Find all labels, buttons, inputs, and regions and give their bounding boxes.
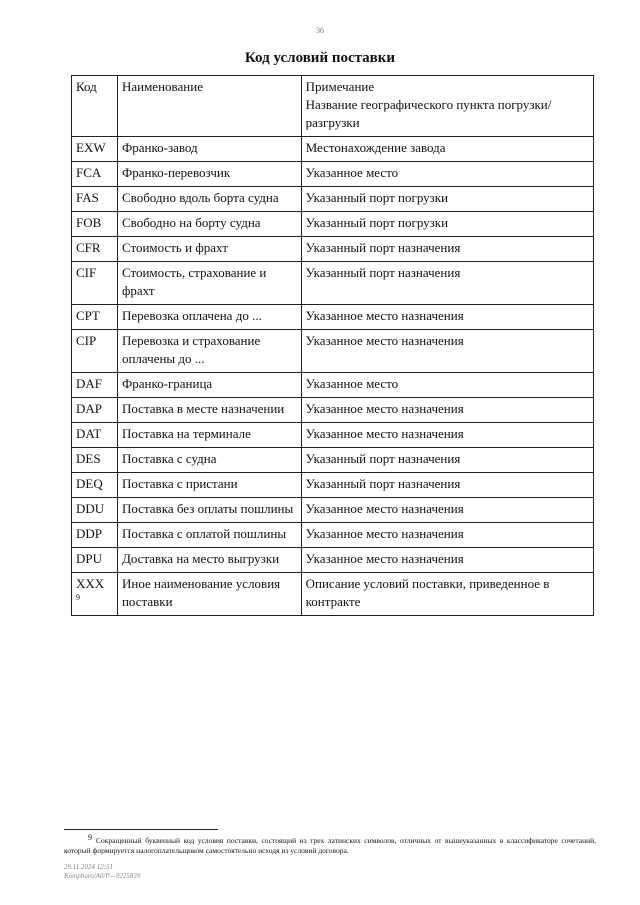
table-row [72, 162, 594, 187]
header-name: Наименование [117, 76, 301, 137]
table-row [72, 523, 594, 548]
code-text: CFR [76, 240, 101, 255]
table-row [72, 262, 594, 305]
table-row [72, 237, 594, 262]
stamp-id: Kompburo/A0/P—9225839 [64, 872, 141, 880]
table-row [72, 498, 594, 523]
cell-name: Поставка без оплаты пошлины [117, 498, 301, 523]
cell-name: Поставка на терминале [117, 423, 301, 448]
table-row [72, 373, 594, 398]
header-note [301, 76, 593, 137]
code-text: CIP [76, 333, 97, 348]
cell-note: Указанный порт назначения [301, 237, 593, 262]
table-row [72, 212, 594, 237]
cell-note: Указанное место назначения [301, 305, 593, 330]
code-text: DDU [76, 501, 105, 516]
cell-note: Указанный порт назначения [301, 473, 593, 498]
cell-note: Указанное место назначения [301, 398, 593, 423]
cell-code [72, 573, 118, 616]
footnote-text: Сокращенный буквенный код условия поставки, состоящий из трех латинских символов, отличных от вышеуказанных в классификаторе сочетаний, который формируется налогоплательщиком самостоятельно исходя из условий договора. [64, 836, 596, 855]
cell-note: Указанное место назначения [301, 523, 593, 548]
cell-note: Указанный порт назначения [301, 262, 593, 305]
cell-note: Указанный порт погрузки [301, 212, 593, 237]
cell-name: Поставка в месте назначении [117, 398, 301, 423]
cell-name: Франко-завод [117, 137, 301, 162]
cell-name: Свободно на борту судна [117, 212, 301, 237]
document-title: Код условий поставки [244, 50, 396, 66]
code-text: DAT [76, 426, 102, 441]
cell-name: Поставка с пристани [117, 473, 301, 498]
cell-note: Указанное место [301, 373, 593, 398]
code-text: FCA [76, 165, 102, 180]
cell-name: Перевозка и страхование оплачены до ... [117, 330, 301, 373]
code-text: DAF [76, 376, 103, 391]
footnote-divider [64, 829, 218, 830]
cell-note: Указанное место назначения [301, 498, 593, 523]
header-note-line2: Название географического пункта погрузки/разгрузки [305, 97, 552, 130]
footnote-reference: 9 [76, 593, 80, 602]
table-row [72, 187, 594, 212]
stamp-date: 29.11.2024 12:51 [64, 863, 114, 871]
cell-code [72, 398, 118, 423]
code-text: CIF [76, 265, 97, 280]
cell-name: Поставка с оплатой пошлины [117, 523, 301, 548]
cell-note: Описание условий поставки, приведенное в контракте [301, 573, 593, 616]
page-number: 36 [316, 26, 324, 35]
table-row [72, 305, 594, 330]
table-row [72, 137, 594, 162]
cell-code [72, 448, 118, 473]
cell-note: Указанное место назначения [301, 548, 593, 573]
cell-note: Указанный порт назначения [301, 448, 593, 473]
cell-name: Доставка на место выгрузки [117, 548, 301, 573]
code-text: EXW [76, 140, 106, 155]
code-text: DDP [76, 526, 103, 541]
cell-name: Франко-перевозчик [117, 162, 301, 187]
cell-code [72, 498, 118, 523]
cell-code [72, 423, 118, 448]
cell-note: Указанное место [301, 162, 593, 187]
cell-name: Стоимость, страхование и фрахт [117, 262, 301, 305]
cell-note: Указанное место назначения [301, 423, 593, 448]
table-row [72, 548, 594, 573]
cell-code [72, 473, 118, 498]
table-row [72, 330, 594, 373]
cell-code [72, 330, 118, 373]
table-header-row [72, 76, 594, 137]
footnote [64, 833, 596, 856]
code-text: DAP [76, 401, 103, 416]
code-text: XXX [76, 576, 105, 591]
cell-code [72, 187, 118, 212]
code-text: DPU [76, 551, 103, 566]
header-code: Код [72, 76, 118, 137]
cell-code [72, 162, 118, 187]
table-row [72, 398, 594, 423]
table-row [72, 448, 594, 473]
cell-code [72, 523, 118, 548]
code-text: DES [76, 451, 101, 466]
table-row [72, 423, 594, 448]
cell-note: Указанное место назначения [301, 330, 593, 373]
footnote-marker: 9 [88, 833, 92, 842]
table-row [72, 473, 594, 498]
cell-name: Поставка с судна [117, 448, 301, 473]
cell-name: Иное наименование условия поставки [117, 573, 301, 616]
cell-note: Местонахождение завода [301, 137, 593, 162]
cell-code [72, 237, 118, 262]
code-text: CPT [76, 308, 100, 323]
cell-note: Указанный порт погрузки [301, 187, 593, 212]
cell-code [72, 548, 118, 573]
document-stamp [64, 863, 140, 881]
cell-name: Перевозка оплачена до ... [117, 305, 301, 330]
cell-code [72, 137, 118, 162]
cell-name: Стоимость и фрахт [117, 237, 301, 262]
cell-code [72, 262, 118, 305]
cell-code [72, 373, 118, 398]
code-text: FOB [76, 215, 102, 230]
cell-code [72, 212, 118, 237]
cell-name: Свободно вдоль борта судна [117, 187, 301, 212]
table-row [72, 573, 594, 616]
code-text: FAS [76, 190, 99, 205]
delivery-terms-table [71, 75, 594, 616]
cell-name: Франко-граница [117, 373, 301, 398]
header-note-line1: Примечание [305, 79, 375, 94]
cell-code [72, 305, 118, 330]
code-text: DEQ [76, 476, 103, 491]
